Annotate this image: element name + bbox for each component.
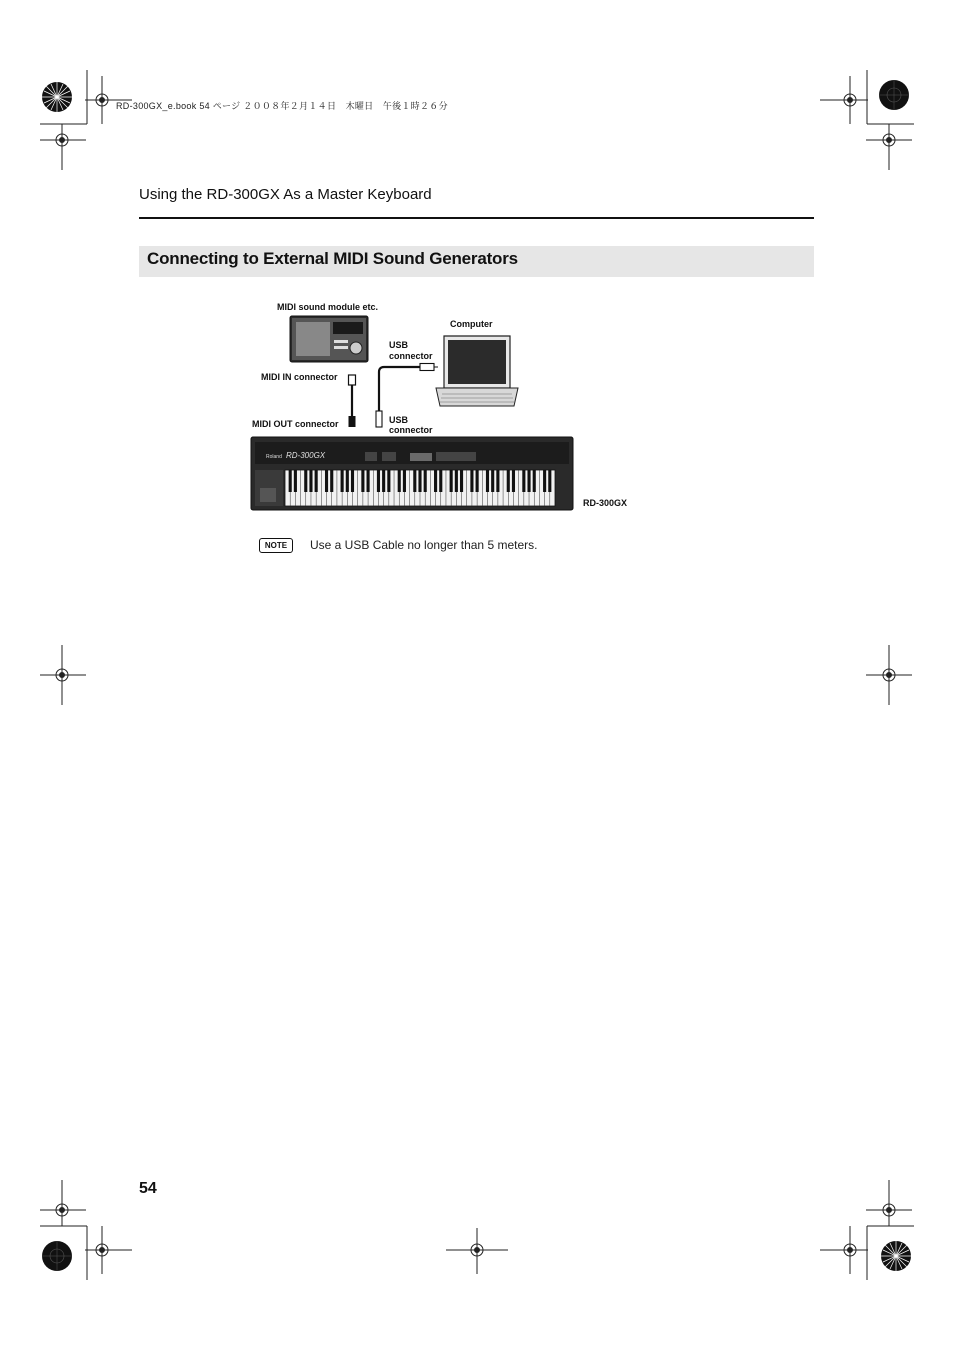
black-key [377, 470, 380, 492]
black-key [413, 470, 416, 492]
black-key [460, 470, 463, 492]
black-key [289, 470, 292, 492]
black-key [512, 470, 515, 492]
midi-sound-module-illustration [290, 316, 368, 362]
black-key [507, 470, 510, 492]
label-usb-bottom-2: connector [389, 425, 433, 435]
black-key [543, 470, 546, 492]
black-key [387, 470, 390, 492]
connection-diagram [0, 0, 954, 560]
black-key [522, 470, 525, 492]
black-key [361, 470, 364, 492]
black-key [309, 470, 312, 492]
black-key [398, 470, 401, 492]
black-key [330, 470, 333, 492]
black-key [315, 470, 318, 492]
page-number: 54 [139, 1180, 157, 1197]
black-key [486, 470, 489, 492]
label-computer: Computer [450, 319, 493, 329]
black-key [533, 470, 536, 492]
black-key [476, 470, 479, 492]
black-key [403, 470, 406, 492]
black-key [367, 470, 370, 492]
running-head: Using the RD-300GX As a Master Keyboard [139, 186, 432, 203]
black-key [294, 470, 297, 492]
note-text: Use a USB Cable no longer than 5 meters. [310, 538, 538, 552]
black-key [491, 470, 494, 492]
label-midi-out: MIDI OUT connector [252, 419, 339, 429]
keyboard-brand: Roland [266, 454, 282, 460]
black-key [450, 470, 453, 492]
label-rd-300gx: RD-300GX [583, 498, 628, 508]
black-key [439, 470, 442, 492]
label-usb-top-1: USB [389, 340, 409, 350]
black-key [382, 470, 385, 492]
black-key [548, 470, 551, 492]
print-info: RD-300GX_e.book 54 ページ ２００８年２月１４日 木曜日 午後１時２６分 [116, 101, 448, 111]
label-midi-in: MIDI IN connector [261, 372, 338, 382]
label-usb-bottom-1: USB [389, 415, 409, 425]
note-badge: NOTE [259, 538, 293, 553]
black-key [455, 470, 458, 492]
black-key [470, 470, 473, 492]
black-key [496, 470, 499, 492]
black-key [434, 470, 437, 492]
label-midi-sound-module: MIDI sound module etc. [277, 302, 379, 312]
black-key [418, 470, 421, 492]
midi-cable [349, 375, 356, 427]
black-key [424, 470, 427, 492]
black-key [341, 470, 344, 492]
label-usb-top-2: connector [389, 351, 433, 361]
black-key [351, 470, 354, 492]
black-key [304, 470, 307, 492]
rd-300gx-keyboard-illustration [251, 437, 573, 510]
black-key [346, 470, 349, 492]
section-title: Connecting to External MIDI Sound Generators [147, 249, 518, 268]
computer-illustration [436, 336, 518, 406]
keyboard-logo: RD-300GX [286, 451, 326, 460]
black-key [527, 470, 530, 492]
black-key [325, 470, 328, 492]
